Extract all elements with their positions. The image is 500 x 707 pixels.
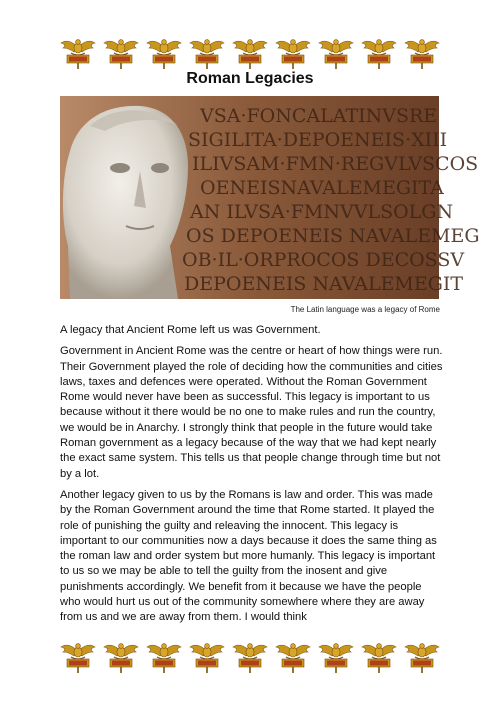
roman-eagle-standard-icon	[404, 638, 440, 674]
page-title: Roman Legacies	[186, 70, 314, 87]
roman-eagle-standard-icon	[275, 638, 311, 674]
roman-eagle-standard-icon	[146, 34, 182, 70]
roman-eagle-standard-icon	[189, 638, 225, 674]
roman-eagle-standard-icon	[404, 34, 440, 70]
roman-eagle-standard-icon	[318, 34, 354, 70]
inscription-line: OENEISNAVALEMEGITA	[200, 177, 444, 199]
roman-eagle-standard-icon	[275, 34, 311, 70]
inscription-line: ILIVSAM·FMN·REGVLVSCOS	[192, 153, 479, 175]
roman-eagle-standard-icon	[146, 638, 182, 674]
inscription-line: VSA·FONCALATINVSRE	[200, 105, 438, 127]
roman-eagle-standard-icon	[361, 34, 397, 70]
bottom-eagle-border	[60, 638, 440, 674]
roman-eagle-standard-icon	[361, 638, 397, 674]
top-eagle-border	[60, 34, 440, 70]
roman-eagle-standard-icon	[318, 638, 354, 674]
paragraph: Government in Ancient Rome was the centre or heart of how things were run. Their Government played the role of deciding how the communities and cities laws, taxes and defences were operated. Without the Roman Government Rome would never have been as successful. This legacy is important to us because without it there would be no one to make rules and run the country, we would be in Anarchy. I strongly think that people in the future would take Roman government as a legacy because of the way that we had kept nearly the exact same system. This tells us that people change through time but not by a lot.	[60, 345, 443, 480]
roman-eagle-standard-icon	[232, 638, 268, 674]
image-caption: The Latin language was a legacy of Rome	[290, 305, 440, 314]
roman-eagle-standard-icon	[232, 34, 268, 70]
inscription-line: OS DEPOENEIS NAVALEMEG	[186, 225, 480, 247]
roman-eagle-standard-icon	[103, 638, 139, 674]
roman-bust-inscription-image	[60, 96, 480, 299]
inscription-line: DEPOENEIS NAVALEMEGIT	[184, 273, 464, 295]
inscription-line: OB·IL·ORPROCOS DECOSSV	[182, 249, 465, 271]
roman-eagle-standard-icon	[103, 34, 139, 70]
essay-body	[60, 323, 445, 632]
roman-eagle-standard-icon	[60, 34, 96, 70]
paragraph: Another legacy given to us by the Romans is law and order. This was made by the Roman Government around the time that Rome started. It played the role of punishing the guilty and releaving the innocent. This legacy is important to our communities now a days because it does the same thing as the roman law and order system but more humanly. This legacy is important to us so we may be able to tell the guilty from the inosent and give punishments accordingly. We benefit from it because we have the people who would hurt us out of the community somewhere where they are away from us and we are away from them. I would think	[60, 488, 437, 624]
roman-eagle-standard-icon	[60, 638, 96, 674]
roman-eagle-standard-icon	[189, 34, 225, 70]
inscription-line: SIGILITA·DEPOENEIS·XIII	[188, 129, 448, 151]
inscription-line: AN ILVSA·FMNVVLSOLGN	[190, 201, 454, 223]
paragraph: A legacy that Ancient Rome left us was Government.	[60, 324, 321, 336]
